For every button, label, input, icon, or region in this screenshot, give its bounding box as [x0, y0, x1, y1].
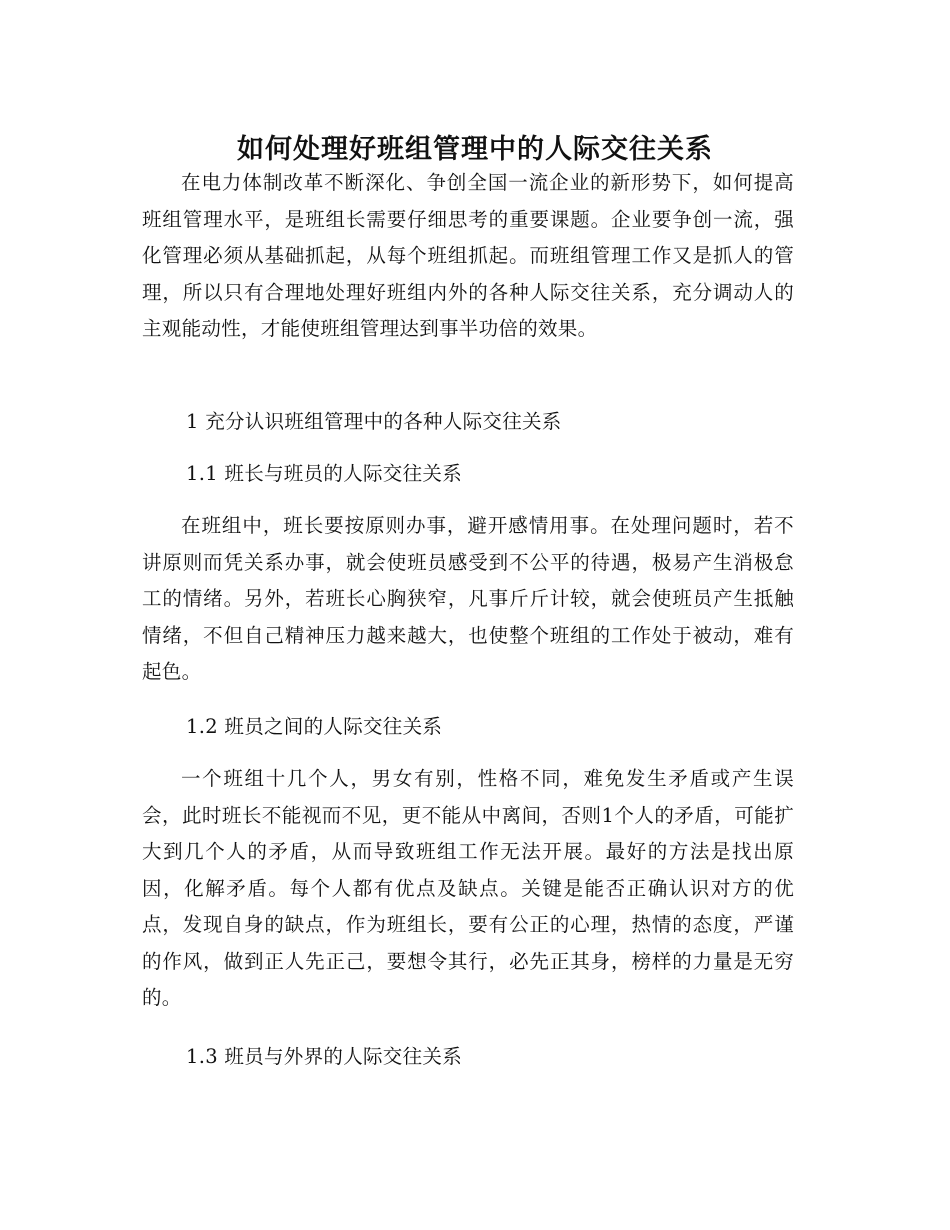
document-title: 如何处理好班组管理中的人际交往关系	[237, 134, 713, 166]
section-1-1-heading: 1.1 班长与班员的人际交往关系	[186, 462, 463, 485]
section-1-1-paragraph: 在班组中，班长要按原则办事，避开感情用事。在处理问题时，若不讲原则而凭关系办事，就会使班员感受到不公平的待遇，极易产生消极怠工的情绪。另外，若班长心胸狭窄，凡事斤斤计较，就会使班员产生抵触情绪，不但自己精神压力越来越大，也使整个班组的工作处于被动，难有起色。	[142, 514, 794, 683]
section-1-2-paragraph: 一个班组十几个人，男女有别，性格不同，难免发生矛盾或产生误会，此时班长不能视而不见，更不能从中离间，否则1个人的矛盾，可能扩大到几个人的矛盾，从而导致班组工作无法开展。最好的方法是找出原因，化解矛盾。每个人都有优点及缺点。关键是能否正确认识对方的优点，发现自身的缺点，作为班组长，要有公正的心理，热情的态度，严谨的作风，做到正人先正己，要想令其行，必先正其身，榜样的力量是无穷的。	[142, 767, 794, 1009]
section-1-2-heading: 1.2 班员之间的人际交往关系	[186, 715, 443, 738]
section-1-heading: 1 充分认识班组管理中的各种人际交往关系	[186, 410, 562, 433]
section-1-3-heading: 1.3 班员与外界的人际交往关系	[186, 1045, 463, 1068]
intro-paragraph: 在电力体制改革不断深化、争创全国一流企业的新形势下，如何提高班组管理水平，是班组长需要仔细思考的重要课题。企业要争创一流，强化管理必须从基础抓起，从每个班组抓起。而班组管理工作又是抓人的管理，所以只有合理地处理好班组内外的各种人际交往关系，充分调动人的主观能动性，才能使班组管理达到事半功倍的效果。	[142, 171, 794, 340]
